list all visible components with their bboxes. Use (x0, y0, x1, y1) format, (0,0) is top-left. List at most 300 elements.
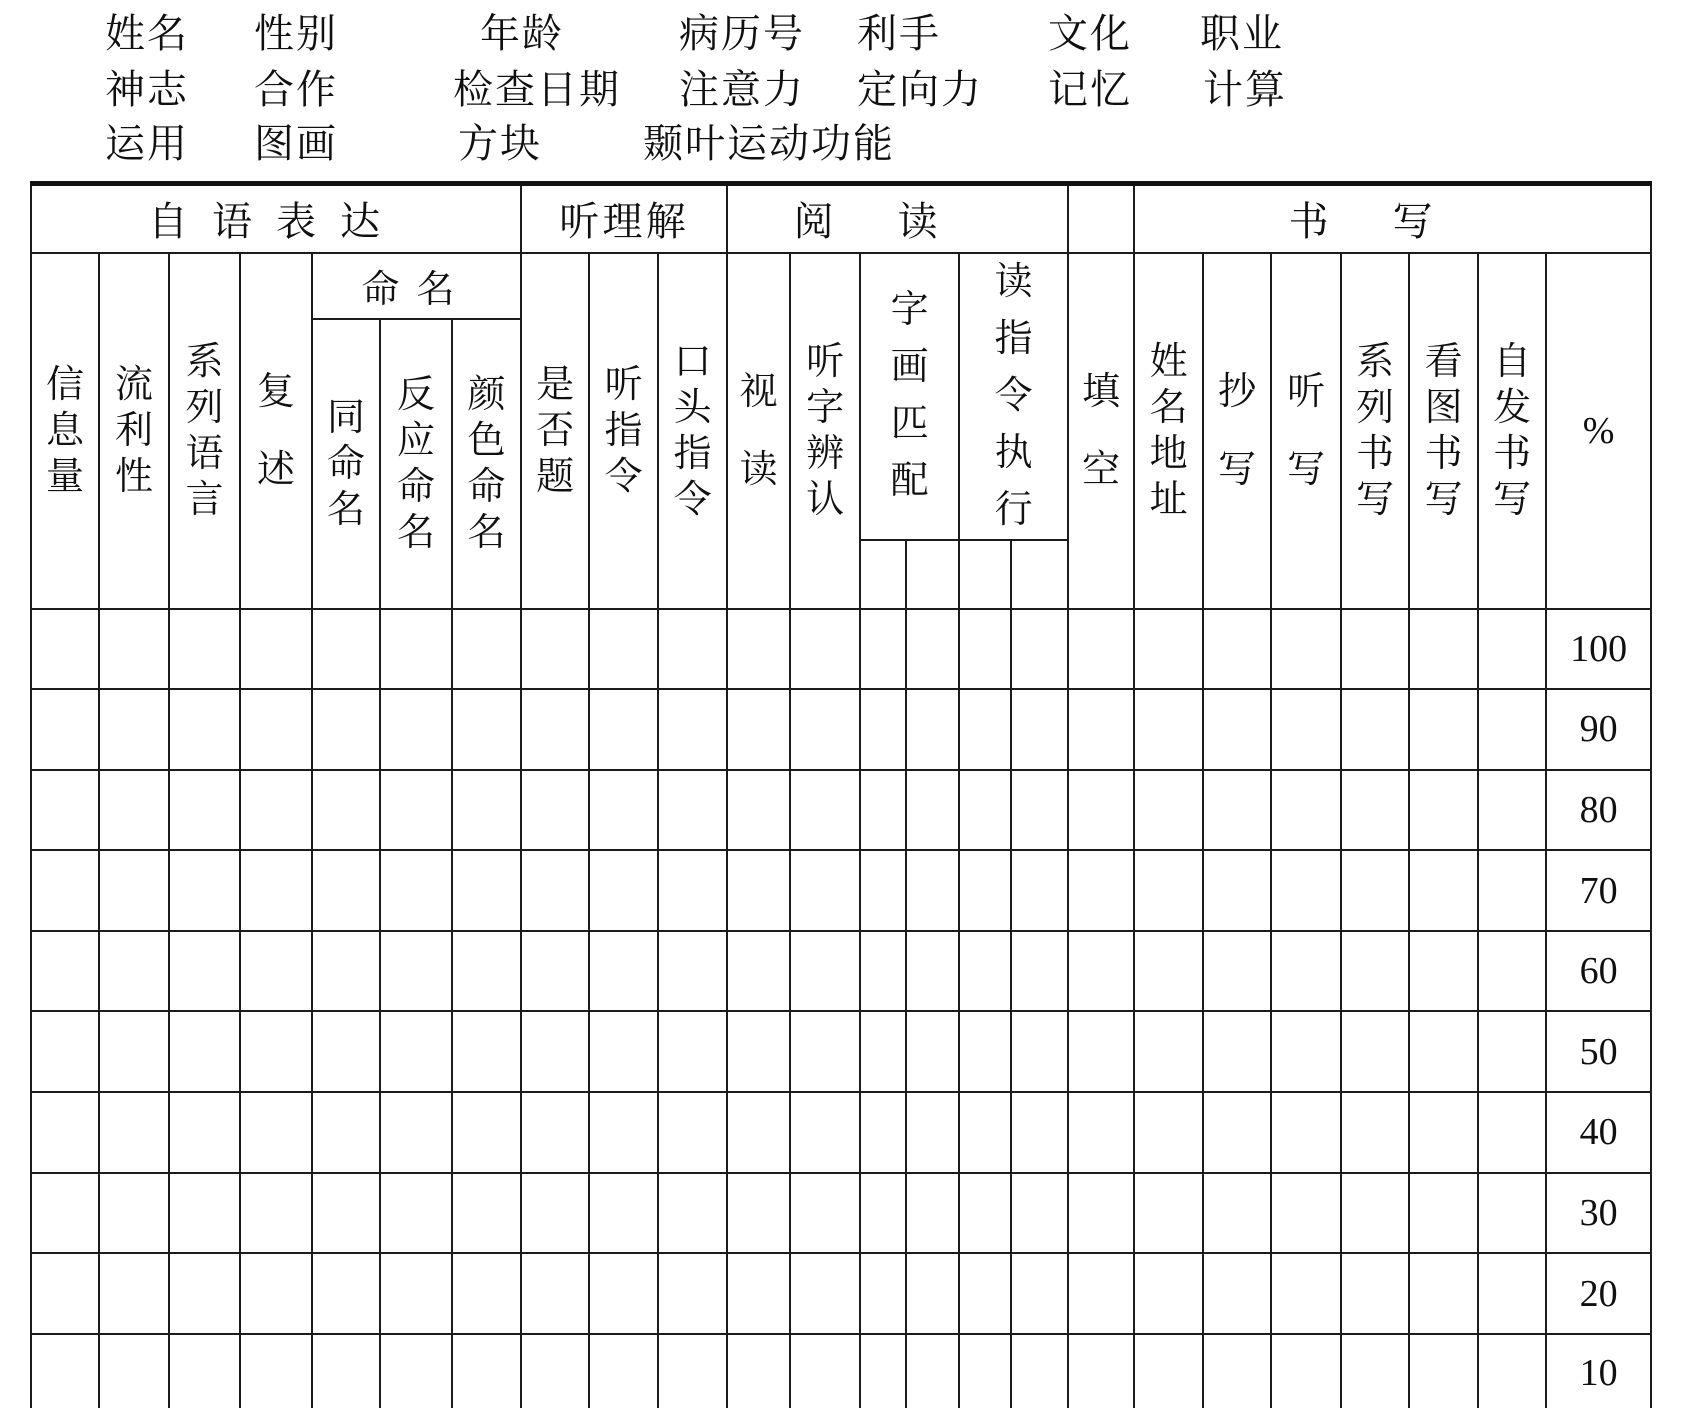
col-header-information: 信 息 量 (31, 253, 99, 609)
percent-value: 80 (1546, 770, 1651, 851)
grid-cell (727, 1334, 790, 1408)
col-header-fill-in-blank: 填 空 (1068, 253, 1134, 609)
field-handedness-label: 利手 (857, 11, 941, 56)
grid-cell (1478, 1253, 1546, 1334)
grid-cell (906, 1011, 959, 1092)
grid-cell (240, 1253, 312, 1334)
field-cooperation-label: 合作 (254, 67, 338, 112)
grid-cell (99, 1253, 169, 1334)
col-header-auditory-commands: 听 指 令 (589, 253, 658, 609)
grid-cell (452, 1334, 521, 1408)
grid-cell (1409, 931, 1478, 1012)
grid-cell (1478, 1011, 1546, 1092)
percent-value: 30 (1546, 1173, 1651, 1254)
grid-cell (1134, 850, 1203, 931)
grid-cell (1409, 770, 1478, 851)
grid-cell (860, 689, 906, 770)
grid-cell (727, 931, 790, 1012)
grid-cell (959, 850, 1011, 931)
grid-cell (521, 609, 589, 690)
grid-cell (860, 770, 906, 851)
table-row (31, 850, 1651, 931)
grid-cell (312, 850, 380, 931)
grid-cell (906, 689, 959, 770)
grid-cell (240, 1011, 312, 1092)
grid-cell (1011, 1334, 1068, 1408)
grid-cell (99, 689, 169, 770)
grid-cell (312, 1253, 380, 1334)
grid-cell (380, 1011, 452, 1092)
grid-cell (1068, 1011, 1134, 1092)
col-header-visual-reading: 视 读 (727, 253, 790, 609)
grid-cell (169, 931, 240, 1012)
grid-cell (727, 1253, 790, 1334)
grid-cell (1068, 850, 1134, 931)
grid-cell (1134, 1253, 1203, 1334)
grid-cell (169, 689, 240, 770)
percent-value: 100 (1546, 609, 1651, 690)
grid-cell (1271, 609, 1341, 690)
grid-cell (1341, 1011, 1409, 1092)
grid-cell (790, 1173, 860, 1254)
table-row (31, 1092, 1651, 1173)
table-row (31, 931, 1651, 1012)
grid-cell (99, 1173, 169, 1254)
grid-cell (906, 1253, 959, 1334)
grid-cell (380, 1092, 452, 1173)
table-row (31, 1011, 1651, 1092)
grid-cell (727, 689, 790, 770)
grid-cell (31, 931, 99, 1012)
grid-cell (169, 1173, 240, 1254)
grid-cell (521, 1092, 589, 1173)
table-row (31, 1173, 1651, 1254)
grid-cell (1011, 1092, 1068, 1173)
grid-cell (1341, 1173, 1409, 1254)
col-header-copying: 抄 写 (1203, 253, 1271, 609)
grid-cell (1134, 931, 1203, 1012)
grid-cell (99, 609, 169, 690)
grid-cell (658, 1092, 727, 1173)
col-header-dictation: 听 写 (1271, 253, 1341, 609)
col-header-responsive-naming: 反 应 命 名 (380, 319, 452, 609)
grid-cell (312, 1092, 380, 1173)
field-calculation-label: 计算 (1203, 67, 1287, 112)
grid-cell (240, 609, 312, 690)
grid-cell (1341, 931, 1409, 1012)
grid-cell (589, 931, 658, 1012)
grid-cell (31, 689, 99, 770)
grid-cell (1068, 770, 1134, 851)
grid-cell (312, 1334, 380, 1408)
grid-cell (790, 1092, 860, 1173)
grid-cell (1203, 770, 1271, 851)
grid-cell (959, 1334, 1011, 1408)
grid-cell (1341, 770, 1409, 851)
grid-cell (380, 1173, 452, 1254)
grid-cell (1011, 609, 1068, 690)
grid-cell (452, 1173, 521, 1254)
col-header-naming-group: 命名 (312, 253, 521, 319)
grid-cell (312, 1173, 380, 1254)
grid-cell (169, 1334, 240, 1408)
grid-cell (1134, 1011, 1203, 1092)
grid-cell (1134, 609, 1203, 690)
field-temporal-motor-label: 颞叶运动功能 (643, 121, 895, 166)
grid-cell (906, 850, 959, 931)
subcell-blank (906, 540, 959, 609)
grid-cell (727, 770, 790, 851)
grid-cell (31, 1253, 99, 1334)
grid-cell (658, 1011, 727, 1092)
grid-cell (169, 770, 240, 851)
grid-cell (727, 1173, 790, 1254)
grid-cell (906, 1334, 959, 1408)
col-header-oral-commands: 口 头 指 令 (658, 253, 727, 609)
grid-cell (169, 1092, 240, 1173)
grid-cell (312, 770, 380, 851)
grid-cell (521, 1011, 589, 1092)
grid-cell (790, 931, 860, 1012)
grid-cell (31, 1011, 99, 1092)
subcell-blank (860, 540, 906, 609)
grid-cell (521, 850, 589, 931)
grid-cell (1011, 689, 1068, 770)
grid-cell (240, 1092, 312, 1173)
grid-cell (99, 1334, 169, 1408)
grid-cell (959, 1092, 1011, 1173)
grid-cell (31, 1173, 99, 1254)
grid-cell (521, 1334, 589, 1408)
grid-cell (906, 1092, 959, 1173)
grid-cell (240, 1334, 312, 1408)
grid-cell (99, 931, 169, 1012)
grid-cell (658, 1173, 727, 1254)
field-exam-date-label: 检查日期 (453, 67, 621, 112)
grid-cell (452, 850, 521, 931)
grid-cell (1134, 770, 1203, 851)
grid-cell (906, 931, 959, 1012)
grid-cell (1409, 1092, 1478, 1173)
grid-cell (380, 770, 452, 851)
percent-value: 40 (1546, 1092, 1651, 1173)
grid-cell (1203, 609, 1271, 690)
grid-cell (1271, 1334, 1341, 1408)
grid-cell (1203, 1092, 1271, 1173)
grid-cell (790, 1253, 860, 1334)
grid-cell (521, 1173, 589, 1254)
grid-cell (31, 1334, 99, 1408)
grid-cell (31, 770, 99, 851)
grid-cell (790, 770, 860, 851)
grid-cell (240, 1173, 312, 1254)
subcell-blank (959, 540, 1011, 609)
field-education-label: 文化 (1048, 11, 1132, 56)
subcell-blank (1011, 540, 1068, 609)
percent-value: 50 (1546, 1011, 1651, 1092)
table-row (31, 770, 1651, 851)
grid-cell (31, 609, 99, 690)
grid-cell (521, 770, 589, 851)
grid-cell (589, 770, 658, 851)
grid-cell (658, 609, 727, 690)
grid-cell (169, 1253, 240, 1334)
grid-cell (1203, 1173, 1271, 1254)
grid-cell (452, 1092, 521, 1173)
percent-value: 60 (1546, 931, 1651, 1012)
grid-cell (380, 931, 452, 1012)
grid-cell (99, 1011, 169, 1092)
grid-cell (1271, 689, 1341, 770)
grid-cell (589, 1334, 658, 1408)
table-row (31, 1253, 1651, 1334)
grid-cell (1409, 1011, 1478, 1092)
grid-cell (589, 1173, 658, 1254)
assessment-table (30, 181, 1652, 1408)
field-memory-label: 记忆 (1048, 67, 1132, 112)
percent-value: 20 (1546, 1253, 1651, 1334)
grid-cell (1409, 1253, 1478, 1334)
grid-cell (860, 1334, 906, 1408)
grid-cell (860, 931, 906, 1012)
grid-cell (658, 1334, 727, 1408)
grid-cell (312, 1011, 380, 1092)
grid-cell (790, 850, 860, 931)
grid-cell (1341, 1334, 1409, 1408)
grid-cell (240, 850, 312, 931)
grid-cell (452, 609, 521, 690)
grid-cell (380, 850, 452, 931)
col-header-word-picture-matching: 字画 匹配 (860, 253, 959, 540)
grid-cell (1011, 1253, 1068, 1334)
grid-cell (727, 609, 790, 690)
grid-cell (906, 1173, 959, 1254)
grid-cell (169, 1011, 240, 1092)
grid-cell (1271, 850, 1341, 931)
grid-cell (1011, 931, 1068, 1012)
grid-cell (1203, 689, 1271, 770)
field-praxis-label: 运用 (105, 121, 189, 166)
field-occupation-label: 职业 (1200, 11, 1284, 56)
grid-cell (727, 1011, 790, 1092)
field-attention-label: 注意力 (679, 67, 805, 112)
grid-cell (658, 931, 727, 1012)
grid-cell (658, 850, 727, 931)
grid-cell (1478, 770, 1546, 851)
grid-cell (99, 850, 169, 931)
field-drawing-label: 图画 (254, 121, 338, 166)
grid-cell (1478, 609, 1546, 690)
grid-cell (380, 609, 452, 690)
grid-cell (1068, 1092, 1134, 1173)
grid-cell (452, 770, 521, 851)
group-header-reading: 阅读 (727, 184, 1068, 253)
group-header-row (31, 184, 1651, 253)
grid-cell (1271, 1253, 1341, 1334)
col-header-read-command-execution: 读指 令执 行 (959, 253, 1068, 540)
grid-cell (521, 1253, 589, 1334)
grid-cell (452, 1011, 521, 1092)
grid-cell (99, 770, 169, 851)
group-header-writing: 书写 (1134, 184, 1651, 253)
grid-cell (521, 931, 589, 1012)
field-sex-label: 性别 (254, 11, 338, 56)
grid-cell (1409, 850, 1478, 931)
grid-cell (589, 850, 658, 931)
percent-value: 90 (1546, 689, 1651, 770)
percent-value: 70 (1546, 850, 1651, 931)
grid-cell (1478, 1334, 1546, 1408)
grid-cell (380, 689, 452, 770)
grid-cell (860, 1253, 906, 1334)
grid-cell (240, 931, 312, 1012)
group-header-blank (1068, 184, 1134, 253)
grid-cell (1203, 1253, 1271, 1334)
table-row (31, 689, 1651, 770)
grid-cell (1271, 770, 1341, 851)
grid-cell (1341, 609, 1409, 690)
grid-cell (312, 689, 380, 770)
grid-cell (1341, 850, 1409, 931)
grid-cell (452, 1253, 521, 1334)
grid-cell (1478, 689, 1546, 770)
grid-cell (452, 931, 521, 1012)
grid-cell (1409, 1334, 1478, 1408)
grid-cell (860, 1011, 906, 1092)
grid-cell (1341, 1092, 1409, 1173)
grid-cell (1011, 770, 1068, 851)
table-row (31, 1334, 1651, 1408)
grid-cell (959, 1011, 1011, 1092)
col-header-spontaneous-writing: 自 发 书 写 (1478, 253, 1546, 609)
field-orientation-label: 定向力 (857, 67, 983, 112)
grid-cell (312, 931, 380, 1012)
col-header-picture-writing: 看 图 书 写 (1409, 253, 1478, 609)
grid-cell (1068, 931, 1134, 1012)
grid-cell (959, 1253, 1011, 1334)
grid-cell (380, 1334, 452, 1408)
field-age-label: 年龄 (480, 11, 564, 56)
grid-cell (790, 609, 860, 690)
percentile-grid (30, 181, 1652, 1408)
grid-cell (1068, 1173, 1134, 1254)
grid-cell (380, 1253, 452, 1334)
grid-cell (658, 770, 727, 851)
column-header-row (31, 253, 1651, 319)
group-header-spontaneous-speech: 自语表达 (31, 184, 521, 253)
grid-cell (1134, 1173, 1203, 1254)
field-record-no-label: 病历号 (679, 11, 805, 56)
grid-cell (658, 1253, 727, 1334)
grid-cell (959, 931, 1011, 1012)
grid-cell (589, 689, 658, 770)
grid-cell (959, 609, 1011, 690)
table-row (31, 609, 1651, 690)
grid-cell (959, 689, 1011, 770)
col-header-yes-no: 是 否 题 (521, 253, 589, 609)
grid-cell (790, 689, 860, 770)
grid-cell (1203, 1334, 1271, 1408)
col-header-serial-language: 系 列 语 言 (169, 253, 240, 609)
grid-cell (99, 1092, 169, 1173)
grid-cell (1271, 1092, 1341, 1173)
grid-cell (1068, 609, 1134, 690)
grid-cell (860, 609, 906, 690)
grid-cell (169, 609, 240, 690)
patient-info-header (0, 0, 1693, 181)
grid-cell (1478, 931, 1546, 1012)
grid-cell (1341, 1253, 1409, 1334)
grid-cell (31, 1092, 99, 1173)
col-header-name-address: 姓 名 地 址 (1134, 253, 1203, 609)
grid-cell (1409, 609, 1478, 690)
grid-cell (312, 609, 380, 690)
col-header-auditory-word-recognition: 听 字 辨 认 (790, 253, 860, 609)
grid-cell (521, 689, 589, 770)
grid-cell (860, 1173, 906, 1254)
grid-cell (860, 850, 906, 931)
field-name-label: 姓名 (105, 11, 189, 56)
grid-cell (589, 1253, 658, 1334)
grid-cell (1068, 689, 1134, 770)
percent-value: 10 (1546, 1334, 1651, 1408)
grid-cell (1134, 689, 1203, 770)
grid-cell (31, 850, 99, 931)
grid-cell (959, 770, 1011, 851)
grid-cell (1478, 1173, 1546, 1254)
grid-cell (658, 689, 727, 770)
grid-cell (1478, 1092, 1546, 1173)
grid-cell (169, 850, 240, 931)
grid-cell (860, 1092, 906, 1173)
grid-cell (727, 850, 790, 931)
grid-cell (1478, 850, 1546, 931)
grid-cell (1068, 1334, 1134, 1408)
grid-cell (1134, 1092, 1203, 1173)
col-header-color-naming: 颜 色 命 名 (452, 319, 521, 609)
field-consciousness-label: 神志 (105, 67, 189, 112)
grid-cell (906, 770, 959, 851)
grid-cell (589, 609, 658, 690)
grid-cell (1134, 1334, 1203, 1408)
grid-cell (589, 1011, 658, 1092)
col-header-percent: % (1546, 253, 1651, 609)
grid-cell (1203, 1011, 1271, 1092)
grid-cell (1068, 1253, 1134, 1334)
grid-cell (1409, 689, 1478, 770)
grid-cell (727, 1092, 790, 1173)
grid-cell (452, 689, 521, 770)
grid-cell (790, 1334, 860, 1408)
col-header-serial-writing: 系 列 书 写 (1341, 253, 1409, 609)
grid-cell (1341, 689, 1409, 770)
grid-cell (959, 1173, 1011, 1254)
grid-cell (1011, 850, 1068, 931)
grid-cell (1409, 1173, 1478, 1254)
col-header-same-naming: 同 命 名 (312, 319, 380, 609)
grid-cell (1011, 1011, 1068, 1092)
col-header-fluency: 流 利 性 (99, 253, 169, 609)
grid-cell (1203, 931, 1271, 1012)
col-header-repetition: 复 述 (240, 253, 312, 609)
grid-cell (1271, 931, 1341, 1012)
grid-cell (790, 1011, 860, 1092)
grid-cell (589, 1092, 658, 1173)
group-header-auditory-comprehension: 听理解 (521, 184, 727, 253)
grid-cell (906, 609, 959, 690)
grid-cell (1271, 1011, 1341, 1092)
grid-cell (240, 689, 312, 770)
